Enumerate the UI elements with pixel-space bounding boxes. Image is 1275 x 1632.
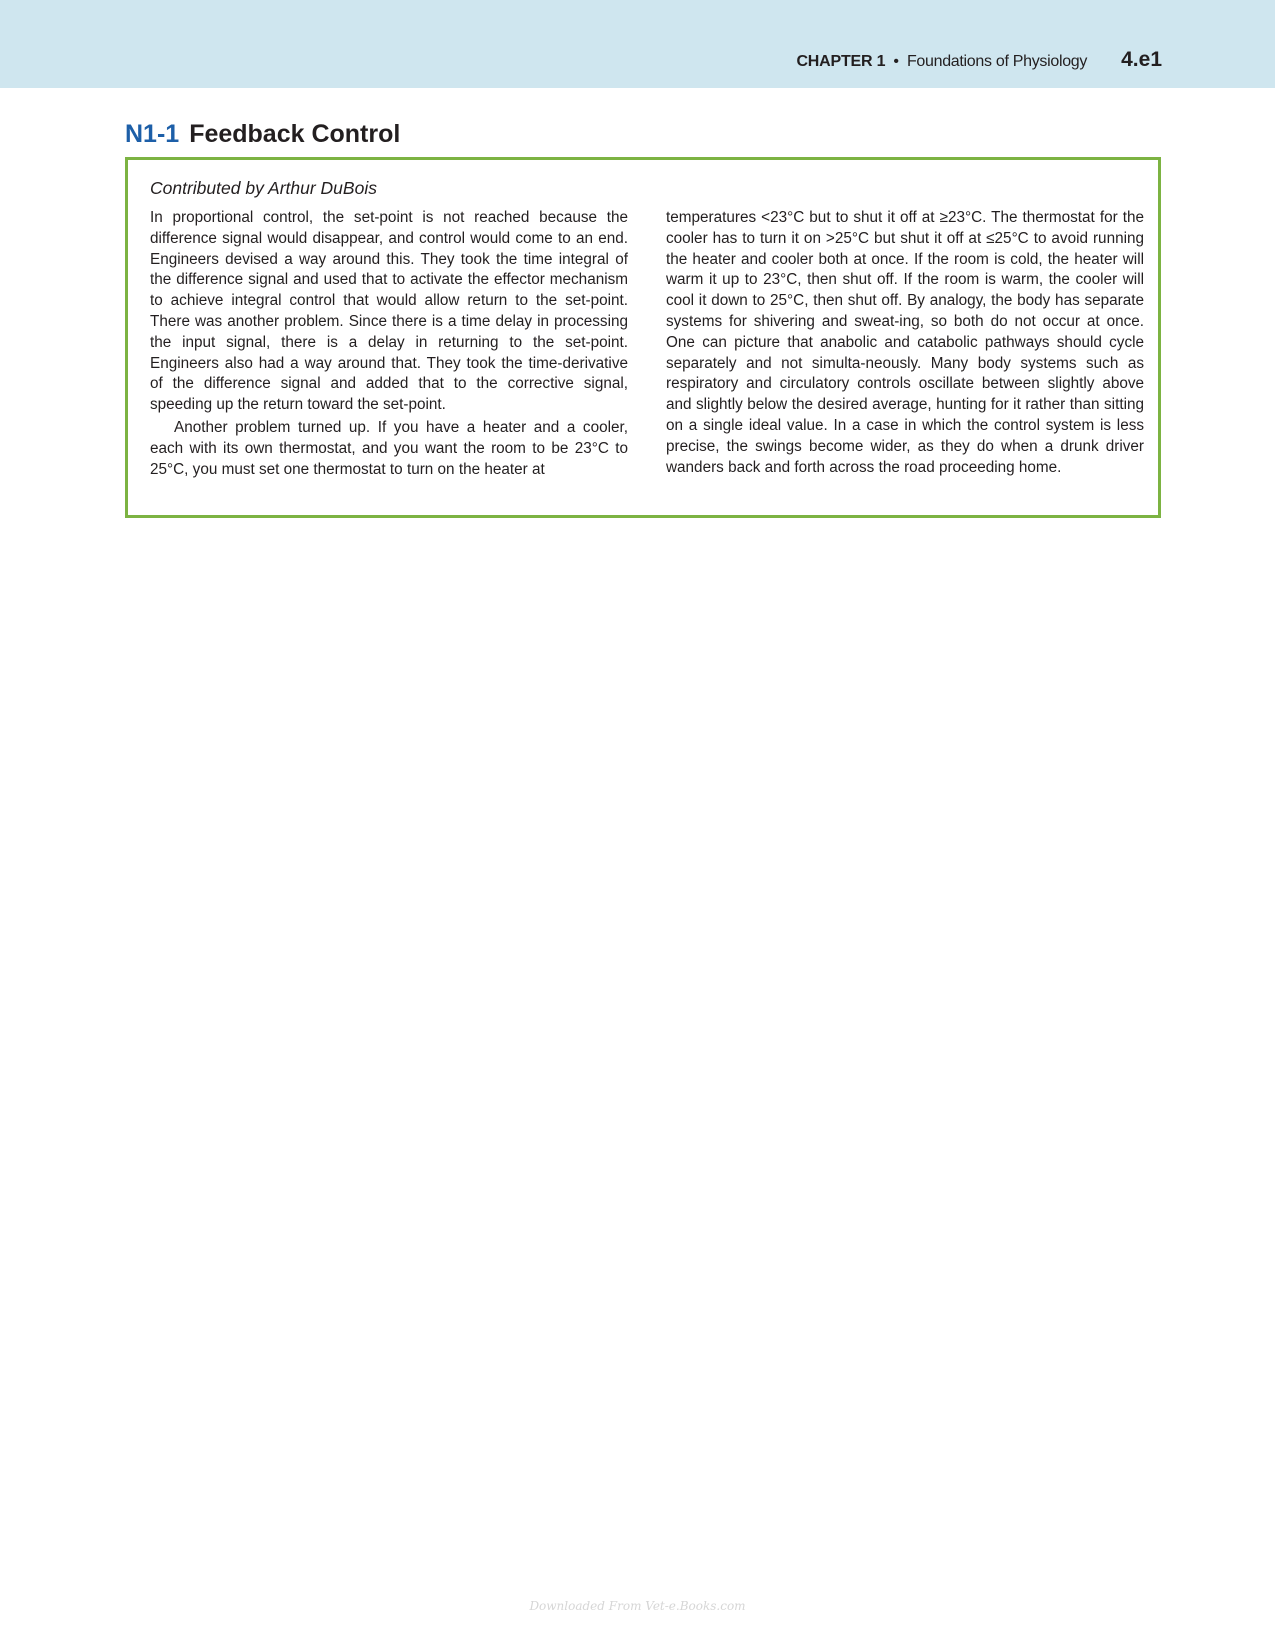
byline: Contributed by Arthur DuBois	[150, 178, 377, 198]
paragraph: temperatures <23°C but to shut it off at ≥23°C. The thermostat for the cooler has to turn it on >25°C but shut it off at ≤25°C to avoid running the heater and cooler both at once. If the room is cold, the heater will warm it up to 23°C, then shut off. If the room is warm, the cooler will cool it down to 25°C, then shut off. By analogy, the body has separate systems for shivering and sweat-ing, so both do not occur at once. One can picture that anabolic and catabolic pathways should cycle separately and not simulta-neously. Many body systems such as respiratory and circulatory controls oscillate between slightly above and slightly below the desired average, hunting for it rather than sitting on a single ideal value. In a case in which the control system is less precise, the swings become wider, as they do when a drunk driver wanders back and forth across the road proceeding home.	[666, 209, 1144, 476]
note-title: Feedback Control	[189, 120, 401, 148]
note-box	[125, 157, 1161, 518]
note-id: N1-1	[125, 120, 180, 148]
paragraph: In proportional control, the set-point is not reached because the difference signal would disappear, and control would come to an end. Engineers devised a way around this. They took the time integral of the difference signal and used that to activate the effector mechanism to achieve integral control that would allow return to the set-point. There was another problem. Since there is a time delay in processing the input signal, there is a delay in returning to the set-point. Engineers also had a way around that. They took the time-derivative of the difference signal and added that to the corrective signal, speeding up the return toward the set-point.	[150, 209, 628, 414]
chapter-label: CHAPTER 1	[796, 53, 886, 70]
chapter-title: Foundations of Physiology	[906, 53, 1088, 70]
right-column	[666, 208, 1144, 478]
note-heading	[125, 120, 400, 149]
running-header-band	[0, 0, 1275, 88]
page-number: 4.e1	[1121, 48, 1162, 71]
left-column	[150, 208, 628, 480]
header-separator: •	[893, 53, 899, 70]
running-head	[796, 48, 1162, 72]
paragraph: Another problem turned up. If you have a heater and a cooler, each with its own thermostat, and you want the room to be 23°C to 25°C, you must set one thermostat to turn on the heater at	[150, 418, 628, 478]
download-watermark: Downloaded From Vet-e.Books.com	[529, 1599, 746, 1613]
